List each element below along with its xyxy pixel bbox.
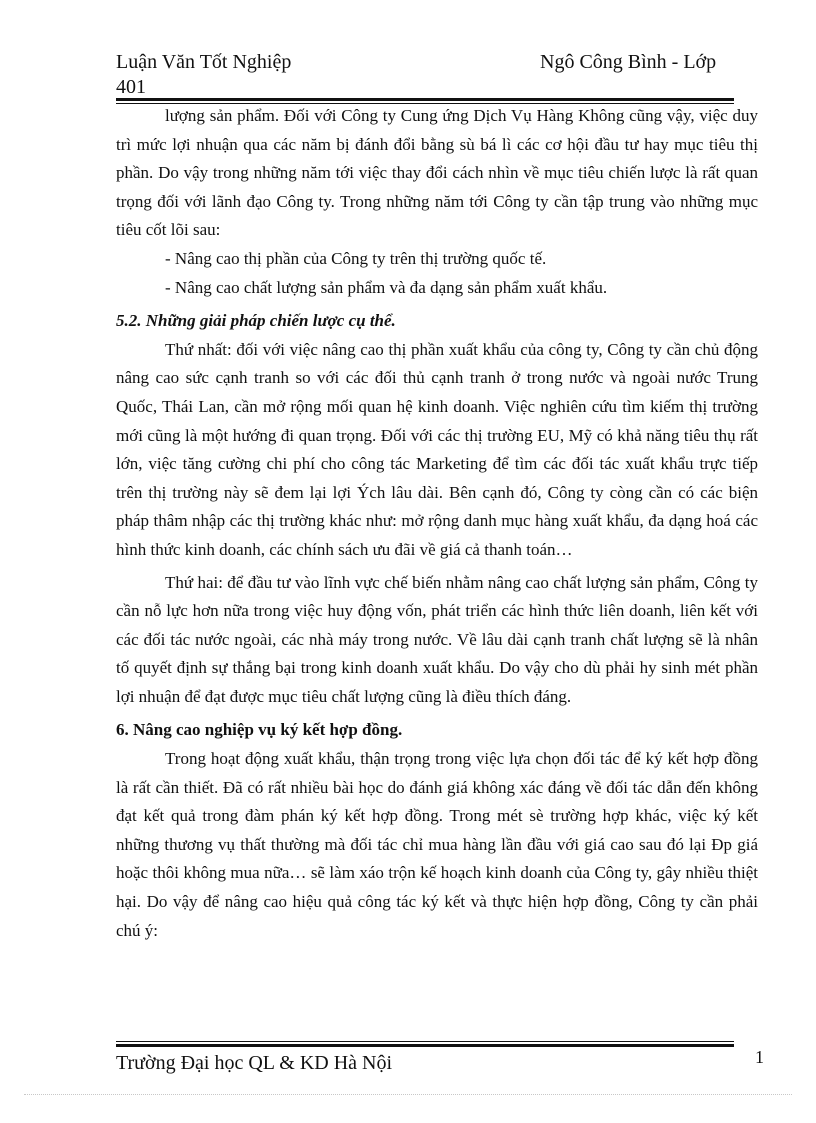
header-title-right: Ngô Công Bình - Lớp — [540, 51, 717, 73]
header-title-left: Luận Văn Tốt Nghiệp — [116, 51, 292, 73]
bullet-item-1: - Nâng cao thị phần của Công ty trên thị trường quốc tế. — [165, 248, 547, 268]
document-body — [116, 102, 758, 945]
footer-rule-thin — [116, 1041, 734, 1042]
paragraph-1: lượng sản phẩm. Đối với Công ty Cung ứng Dịch Vụ Hàng Không cũng vậy, việc duy trì mức lợi nhuận qua các năm bị đánh đổi bằng sù bá lì các cơ hội đầu tư hay mục tiêu thị phần. Do vậy trong những năm tới việc thay đổi cách nhìn về mục tiêu chiến lược là rất quan trọng đối với lãnh đạo Công ty. Trong những năm tới Công ty cần tập trung vào những mục tiêu cốt lõi sau: — [116, 106, 758, 240]
footer-school-name: Trường Đại học QL & KD Hà Nội — [116, 1052, 393, 1074]
paragraph-4: Trong hoạt động xuất khẩu, thận trọng trong việc lựa chọn đối tác để ký kết hợp đồng là rất cần thiết. Đã có rất nhiều bài học do đánh giá không xác đáng về đối tác dẫn đến không đạt kết quả trong đàm phán ký kết hợp đồng. Trong mét sè trường hợp khác, việc ký kết những thương vụ thất thường mà đối tác chỉ mua hàng lần đầu với giá cao sau đó lại Ðp giá hoặc thôi không mua nữa… sẽ làm xáo trộn kế hoạch kinh doanh của Công ty, gây nhiều thiệt hại. Do vậy để nâng cao hiệu quả công tác ký kết và thực hiện hợp đồng, Công ty cần phải chú ý: — [116, 749, 758, 940]
header-class-number: 401 — [116, 76, 146, 98]
paragraph-2: Thứ nhất: đối với việc nâng cao thị phần xuất khẩu của công ty, Công ty cần chủ động nâng cao sức cạnh tranh so với các đối thủ cạnh tranh ở trong nước và ngoài nước Trung Quốc, Thái Lan, cần mở rộng mối quan hệ kinh doanh. Việc nghiên cứu tìm kiếm thị trường mới cũng là một hướng đi quan trọng. Đối với các thị trường EU, Mỹ có khả năng tiêu thụ rất lớn, việc tăng cường chi phí cho công tác Marketing để tìm các đối tác xuất khẩu trực tiếp trên thị trường này sẽ đem lại lợi Ých lâu dài. Bên cạnh đó, Công ty còng cần có các biện pháp thâm nhập các thị trường khác như: mở rộng danh mục hàng xuất khẩu, đa dạng hoá các hình thức kinh doanh, các chính sách ưu đãi về giá cả thanh toán… — [116, 339, 758, 559]
paragraph-3: Thứ hai: để đầu tư vào lĩnh vực chế biến nhằm nâng cao chất lượng sản phẩm, Công ty cần nỗ lực hơn nữa trong việc huy động vốn, phát triển các hình thức liên doanh, liên kết với các đối tác nước ngoài, các nhà máy trong nước. Về lâu dài cạnh tranh chất lượng sẽ là nhân tố quyết định sự thắng bại trong kinh doanh xuất khẩu. Do vậy cho dù phải hy sinh mét phần lợi nhuận để đạt được mục tiêu chất lượng cũng là điều thích đáng. — [116, 572, 758, 706]
page-number: 1 — [755, 1047, 764, 1067]
header-rule-thick — [116, 98, 734, 101]
section-heading-6: 6. Nâng cao nghiệp vụ ký kết hợp đồng. — [116, 720, 403, 740]
section-heading-5-2: 5.2. Những giải pháp chiến lược cụ thể. — [116, 311, 396, 331]
footer-rule-thick — [116, 1044, 734, 1047]
page-bottom-dotted-line — [24, 1094, 792, 1095]
bullet-item-2: - Nâng cao chất lượng sản phẩm và đa dạng sản phẩm xuất khẩu. — [165, 277, 608, 297]
